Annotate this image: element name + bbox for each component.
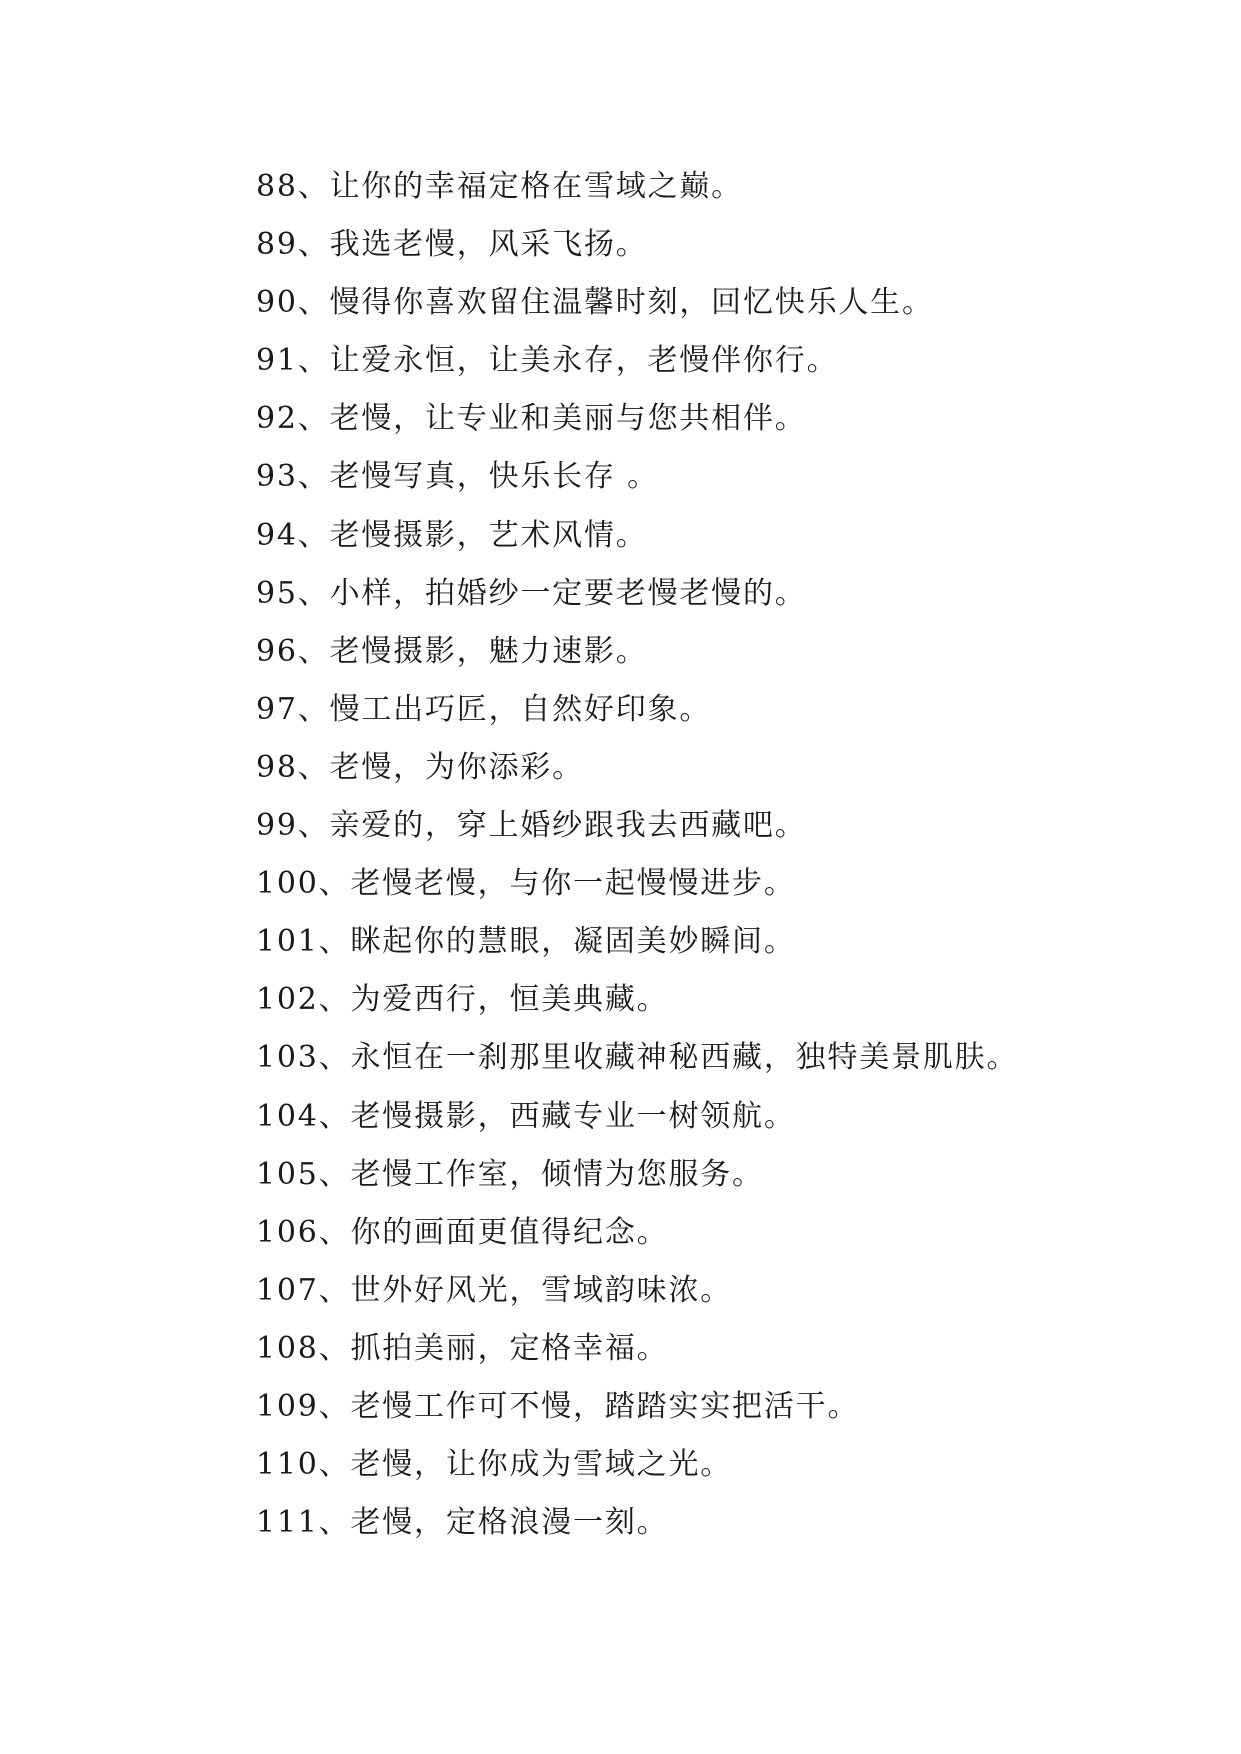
list-item: 105、老慢工作室，倾情为您服务。 [256,1156,764,1192]
list-item: 96、老慢摄影，魅力速影。 [256,633,648,669]
list-item: 106、你的画面更值得纪念。 [256,1214,669,1250]
list-item: 108、抓拍美丽，定格幸福。 [256,1330,669,1366]
slogan-list [256,158,1156,1552]
list-item: 107、世外好风光，雪域韵味浓。 [256,1272,733,1308]
list-item: 111、老慢，定格浪漫一刻。 [256,1505,669,1541]
list-item: 89、我选老慢，风采飞扬。 [256,227,648,263]
list-item: 99、亲爱的，穿上婚纱跟我去西藏吧。 [256,808,807,844]
list-item: 92、老慢，让专业和美丽与您共相伴。 [256,401,807,437]
list-item: 103、永恒在一刹那里收藏神秘西藏，独特美景肌肤。 [256,1040,1019,1076]
list-item: 95、小样，拍婚纱一定要老慢老慢的。 [256,575,807,611]
list-item: 104、老慢摄影，西藏专业一树领航。 [256,1098,796,1134]
list-item: 98、老慢，为你添彩。 [256,749,584,785]
list-item: 101、眯起你的慧眼，凝固美妙瞬间。 [256,924,796,960]
list-item: 110、老慢，让你成为雪域之光。 [256,1447,733,1483]
list-item: 109、老慢工作可不慢，踏踏实实把活干。 [256,1388,860,1424]
list-item: 90、慢得你喜欢留住温馨时刻，回忆快乐人生。 [256,285,934,321]
list-item: 88、让你的幸福定格在雪域之巅。 [256,169,743,204]
list-item: 94、老慢摄影，艺术风情。 [256,517,648,553]
list-item: 102、为爱西行，恒美典藏。 [256,982,669,1018]
list-item: 97、慢工出巧匠，自然好印象。 [256,691,712,727]
list-item: 91、让爱永恒，让美永存，老慢伴你行。 [256,343,839,379]
list-item: 93、老慢写真，快乐长存 。 [256,459,659,495]
list-item: 100、老慢老慢，与你一起慢慢进步。 [256,866,796,902]
